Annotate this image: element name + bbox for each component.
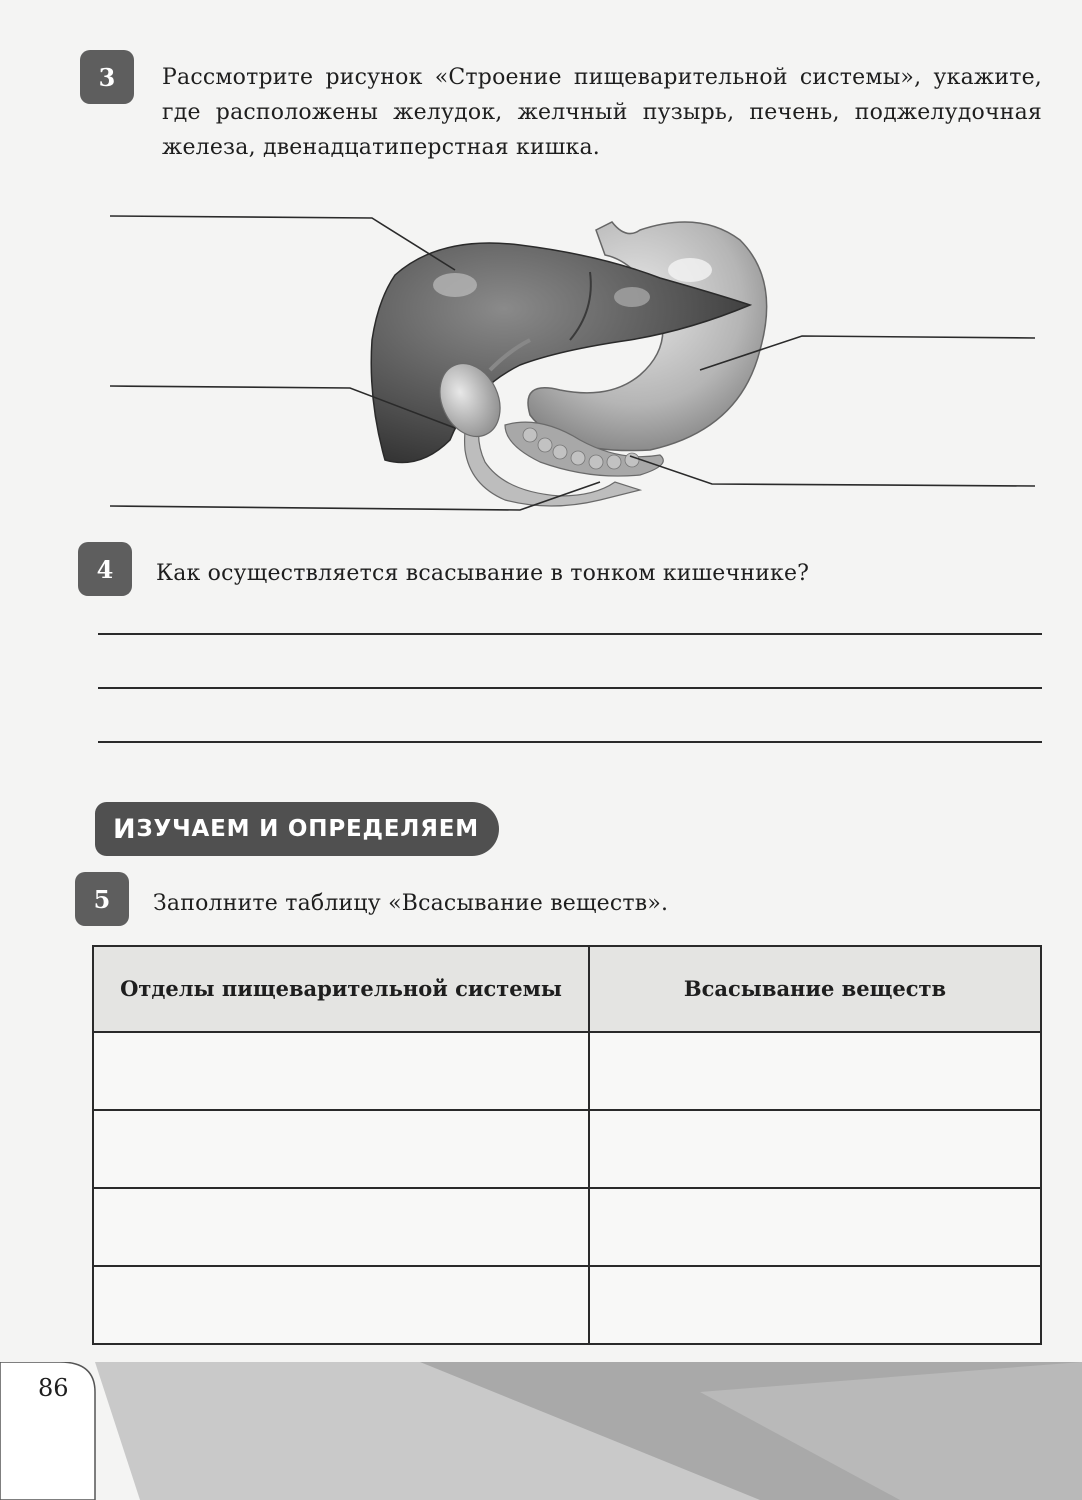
table-cell[interactable] xyxy=(589,1188,1041,1266)
section-banner xyxy=(95,802,499,856)
table-cell[interactable] xyxy=(93,1032,589,1110)
table-cell[interactable] xyxy=(589,1266,1041,1344)
absorption-table xyxy=(92,945,1042,1345)
table-row xyxy=(93,1266,1041,1344)
task-5-text: Заполните таблицу «Всасывание веществ». xyxy=(153,891,669,916)
table-cell[interactable] xyxy=(93,1110,589,1188)
table-header-absorption: Всасывание веществ xyxy=(589,946,1041,1032)
task-3-badge: 3 xyxy=(80,50,134,104)
task-4-badge: 4 xyxy=(78,542,132,596)
footer-decoration xyxy=(0,1362,1082,1500)
table-row xyxy=(93,1188,1041,1266)
answer-line-2[interactable] xyxy=(98,687,1042,689)
table-cell[interactable] xyxy=(589,1110,1041,1188)
digestive-organs-figure xyxy=(0,200,1082,530)
section-banner-title: ЗУЧАЕМ И ОПРЕДЕЛЯЕМ xyxy=(136,816,479,842)
label-line-liver xyxy=(110,216,455,270)
answer-line-1[interactable] xyxy=(98,633,1042,635)
page-number: 86 xyxy=(38,1374,69,1402)
task-4-text: Как осуществляется всасывание в тонком кишечнике? xyxy=(156,561,810,586)
table-header-sections: Отделы пищеварительной системы xyxy=(93,946,589,1032)
table-row xyxy=(93,1032,1041,1110)
answer-line-3[interactable] xyxy=(98,741,1042,743)
table-row xyxy=(93,1110,1041,1188)
section-banner-first-letter: И xyxy=(113,813,137,845)
table-header-row xyxy=(93,946,1041,1032)
label-line-pancreas xyxy=(630,456,1035,486)
table-cell[interactable] xyxy=(589,1032,1041,1110)
table-cell[interactable] xyxy=(93,1188,589,1266)
task-3-text: Рассмотрите рисунок «Строение пищеварительной системы», укажите, где расположены желудок, желчный пузырь, печень, поджелудочная железа, двенадцатиперстная кишка. xyxy=(162,65,1042,160)
task-5-badge: 5 xyxy=(75,872,129,926)
table-cell[interactable] xyxy=(93,1266,589,1344)
